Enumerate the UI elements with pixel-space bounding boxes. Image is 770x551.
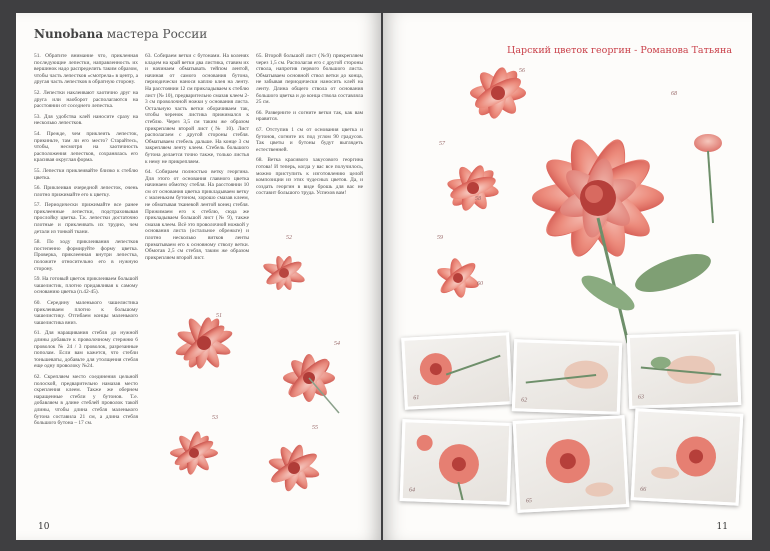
text-column-1 xyxy=(34,53,138,431)
paragraph: 54. Прежде, чем приклеить лепесток, прикиньте, там ли его место? Старайтесь, чтобы, несмотря на хаотичность расположения лепестков, сохранялась его красивая округлая форма. xyxy=(34,130,138,164)
paragraph: 61. Для наращивания стебля до нужной длины добавьте к проволочному стержню 6 проволок № 24 / 3 проволок, разрезанные пополам. Если вам кажется, что стебли тоньшеваты, добавьте для утолщения стебля еще одну проволоку №24. xyxy=(34,330,138,370)
flower-photo xyxy=(261,254,306,291)
paragraph: 65. Второй большой лист (№9) прикрепляем через 1,5 см. Располагая его с другой стороны ствола, напротив первого большого листа. Обматываем основной ствол ветки до конца, не забывая периодически наносить клей на ленту. Длина общего ствола от основания большого цветка и до конца ствола составляла 25 см. xyxy=(256,53,363,106)
paragraph: 51. Обратите внимание что, прикленная последующие лепестки, направленность их вершинок надо распределить таким образом, чтобы часть лепестков «смотрела» в центр, а другая часть лепестков в обратную сторону. xyxy=(34,53,138,86)
photo-label: 66 xyxy=(640,486,647,493)
paragraph: 52. Лепестки наклеивают хаотично друг на друга или наоборот располагаются на расстоянии от соседнего лепестка. xyxy=(34,89,138,110)
flower-photo xyxy=(170,430,218,475)
header-subtitle: мастера России xyxy=(103,27,208,41)
text-column-3 xyxy=(256,53,363,201)
photo-label: 52 xyxy=(286,235,292,241)
step-photos-collage xyxy=(134,233,364,513)
brand-name: Nunobana xyxy=(34,27,104,41)
step-photo-65 xyxy=(513,415,630,513)
bud-bottom-left xyxy=(435,257,481,299)
paragraph: 60. Середину маленького чашелистика приклеиваем плотно к большому чашелистику. Отгибаем концы маленького чашелистика вниз. xyxy=(34,300,138,326)
leaf-2 xyxy=(577,269,639,316)
step-photo-66 xyxy=(631,408,744,506)
paragraph: 55. Лепестки приклеивайте близко к стеблю цветка. xyxy=(34,167,138,181)
photo-label: 63 xyxy=(637,394,645,401)
photo-label: 54 xyxy=(334,341,340,347)
photo-label: 64 xyxy=(408,487,416,494)
photo-label: 60 xyxy=(477,281,483,287)
paragraph: 67. Отступив 1 см от основания цветка и бутонов, согните их под углом 90 градусов. Так цветы и бутоны будут выглядеть естественней. xyxy=(256,126,363,153)
photo-label: 53 xyxy=(212,415,218,421)
photo-label: 68 xyxy=(671,91,677,97)
step-photo-62 xyxy=(512,339,622,415)
step-photo-63 xyxy=(627,331,742,409)
hero-flower-photo xyxy=(383,23,752,353)
paragraph: 63. Собираем ветки с бутонами. На коленях кладем на край ветки два листика, ставим их и начинаем обматывать тейпом лентой, начиная от самого основания бутона, периодически нанося каплю клея на ленту. На расстоянии 12 см прикладываем к стеблю лист (№ 10), предварительно смазав клеем 2-3 см проволочной ножки у основания листа. Остальную часть ветки оборачиваем так, чтобы черенок листика прижимался к стеблю. Через 3,5 см таким же образом прикрепляем второй лист (№ 10). Лист располагаем с другой стороны стебля. Обматываем стебель дальше. На конце 3 см закрепляем ленту клеем. Стебель большого бутона делается точно также, только листья к нему не прикрепляем. xyxy=(145,53,249,165)
photo-label: 65 xyxy=(525,498,533,505)
flower-photo xyxy=(267,443,321,493)
paragraph: 53. Для удобства клей наносите сразу на несколько лепестков. xyxy=(34,113,138,127)
paragraph: 66. Разверните и согните ветки так, как вам нравится. xyxy=(256,109,363,123)
paragraph: 58. По ходу приклеивания лепестков постепенно формируйте форму цветка. Проверка, приклеенная внутри лепестка, положите относительно его в нужную сторону. xyxy=(34,239,138,272)
step-photo-64 xyxy=(400,419,513,505)
photo-label: 61 xyxy=(413,395,420,402)
photo-label: 58 xyxy=(475,196,481,202)
paragraph: 56. Приклеивая очередной лепесток, очень плотно прижимайте его к цветку. xyxy=(34,185,138,198)
paragraph: 59. На готовый цветок приклеиваем большой чашелистик, плотно придавливая к самому основанию цветка (п.42-45). xyxy=(34,276,138,296)
main-dahlia xyxy=(532,134,664,263)
photo-label: 59 xyxy=(437,235,443,241)
flower-photo xyxy=(173,315,234,370)
bud-right xyxy=(694,134,722,223)
page-number: 11 xyxy=(716,522,728,532)
bud-top xyxy=(470,66,526,120)
paragraph: 68. Ветка красивого хакусового георгина готова! И теперь, когда у вас все получилось, можно приступить к изготовлению целой композиции из этих чудесных цветов. Да, и создать георгин в виде брошь для вас не составит большого труда. Успехов вам! xyxy=(256,157,363,197)
paragraph: 57. Периодически прижимайте все ранее приклеенные лепестки, подстраховывая прослойку цветка. Т.к. лепестки достаточно плотные и приклеивать их трудно, чем детали из тонкой ткани. xyxy=(34,202,138,235)
bud-left xyxy=(446,163,500,214)
paragraph: 64. Собираем полностью ветку георгина. Для этого от основания главного цветка начинаем обмотку стебля. На расстоянии 10 см от основания цветка прикладываем ветку с маленьким бутоном, хорошо смазав клеем, не обматывая тканевой лентой конец стебля. Прижимаем его к стеблю, сюда же прикладываем большой лист (№ 9), также смазав клеем. Всё это проволочной ножкой у основания листа (остальное обрежьте) и плотно несколько витков ленты приматываем его к основному стволу ветки. Обмотав 2,5 см стебля, таким же образом прикрепляем второй лист. xyxy=(145,169,249,261)
photo-label: 51 xyxy=(216,313,222,319)
photo-label: 55 xyxy=(312,425,318,431)
leaf-1 xyxy=(631,246,716,300)
right-page xyxy=(383,13,752,540)
photo-label: 57 xyxy=(439,141,445,147)
page-header xyxy=(34,27,207,41)
page-number: 10 xyxy=(38,522,50,532)
photo-label: 62 xyxy=(521,397,528,404)
paragraph: 62. Скрепляем место соединения цельной полоской, предварительно намазав место скрепления клеем. Также же обернем наращенные стебли у бутонов. Т.е. добавляем в длине стеблей проволок такой длины, чтобы длина стебля маленького бутона составила 21 см, а длина стебля большого бутона – 17 см. xyxy=(34,373,138,427)
photo-label: 56 xyxy=(519,68,525,74)
article-title: Царский цветок георгин - Романова Татьяна xyxy=(507,45,732,56)
step-photo-61 xyxy=(401,332,513,410)
left-page xyxy=(16,13,381,540)
